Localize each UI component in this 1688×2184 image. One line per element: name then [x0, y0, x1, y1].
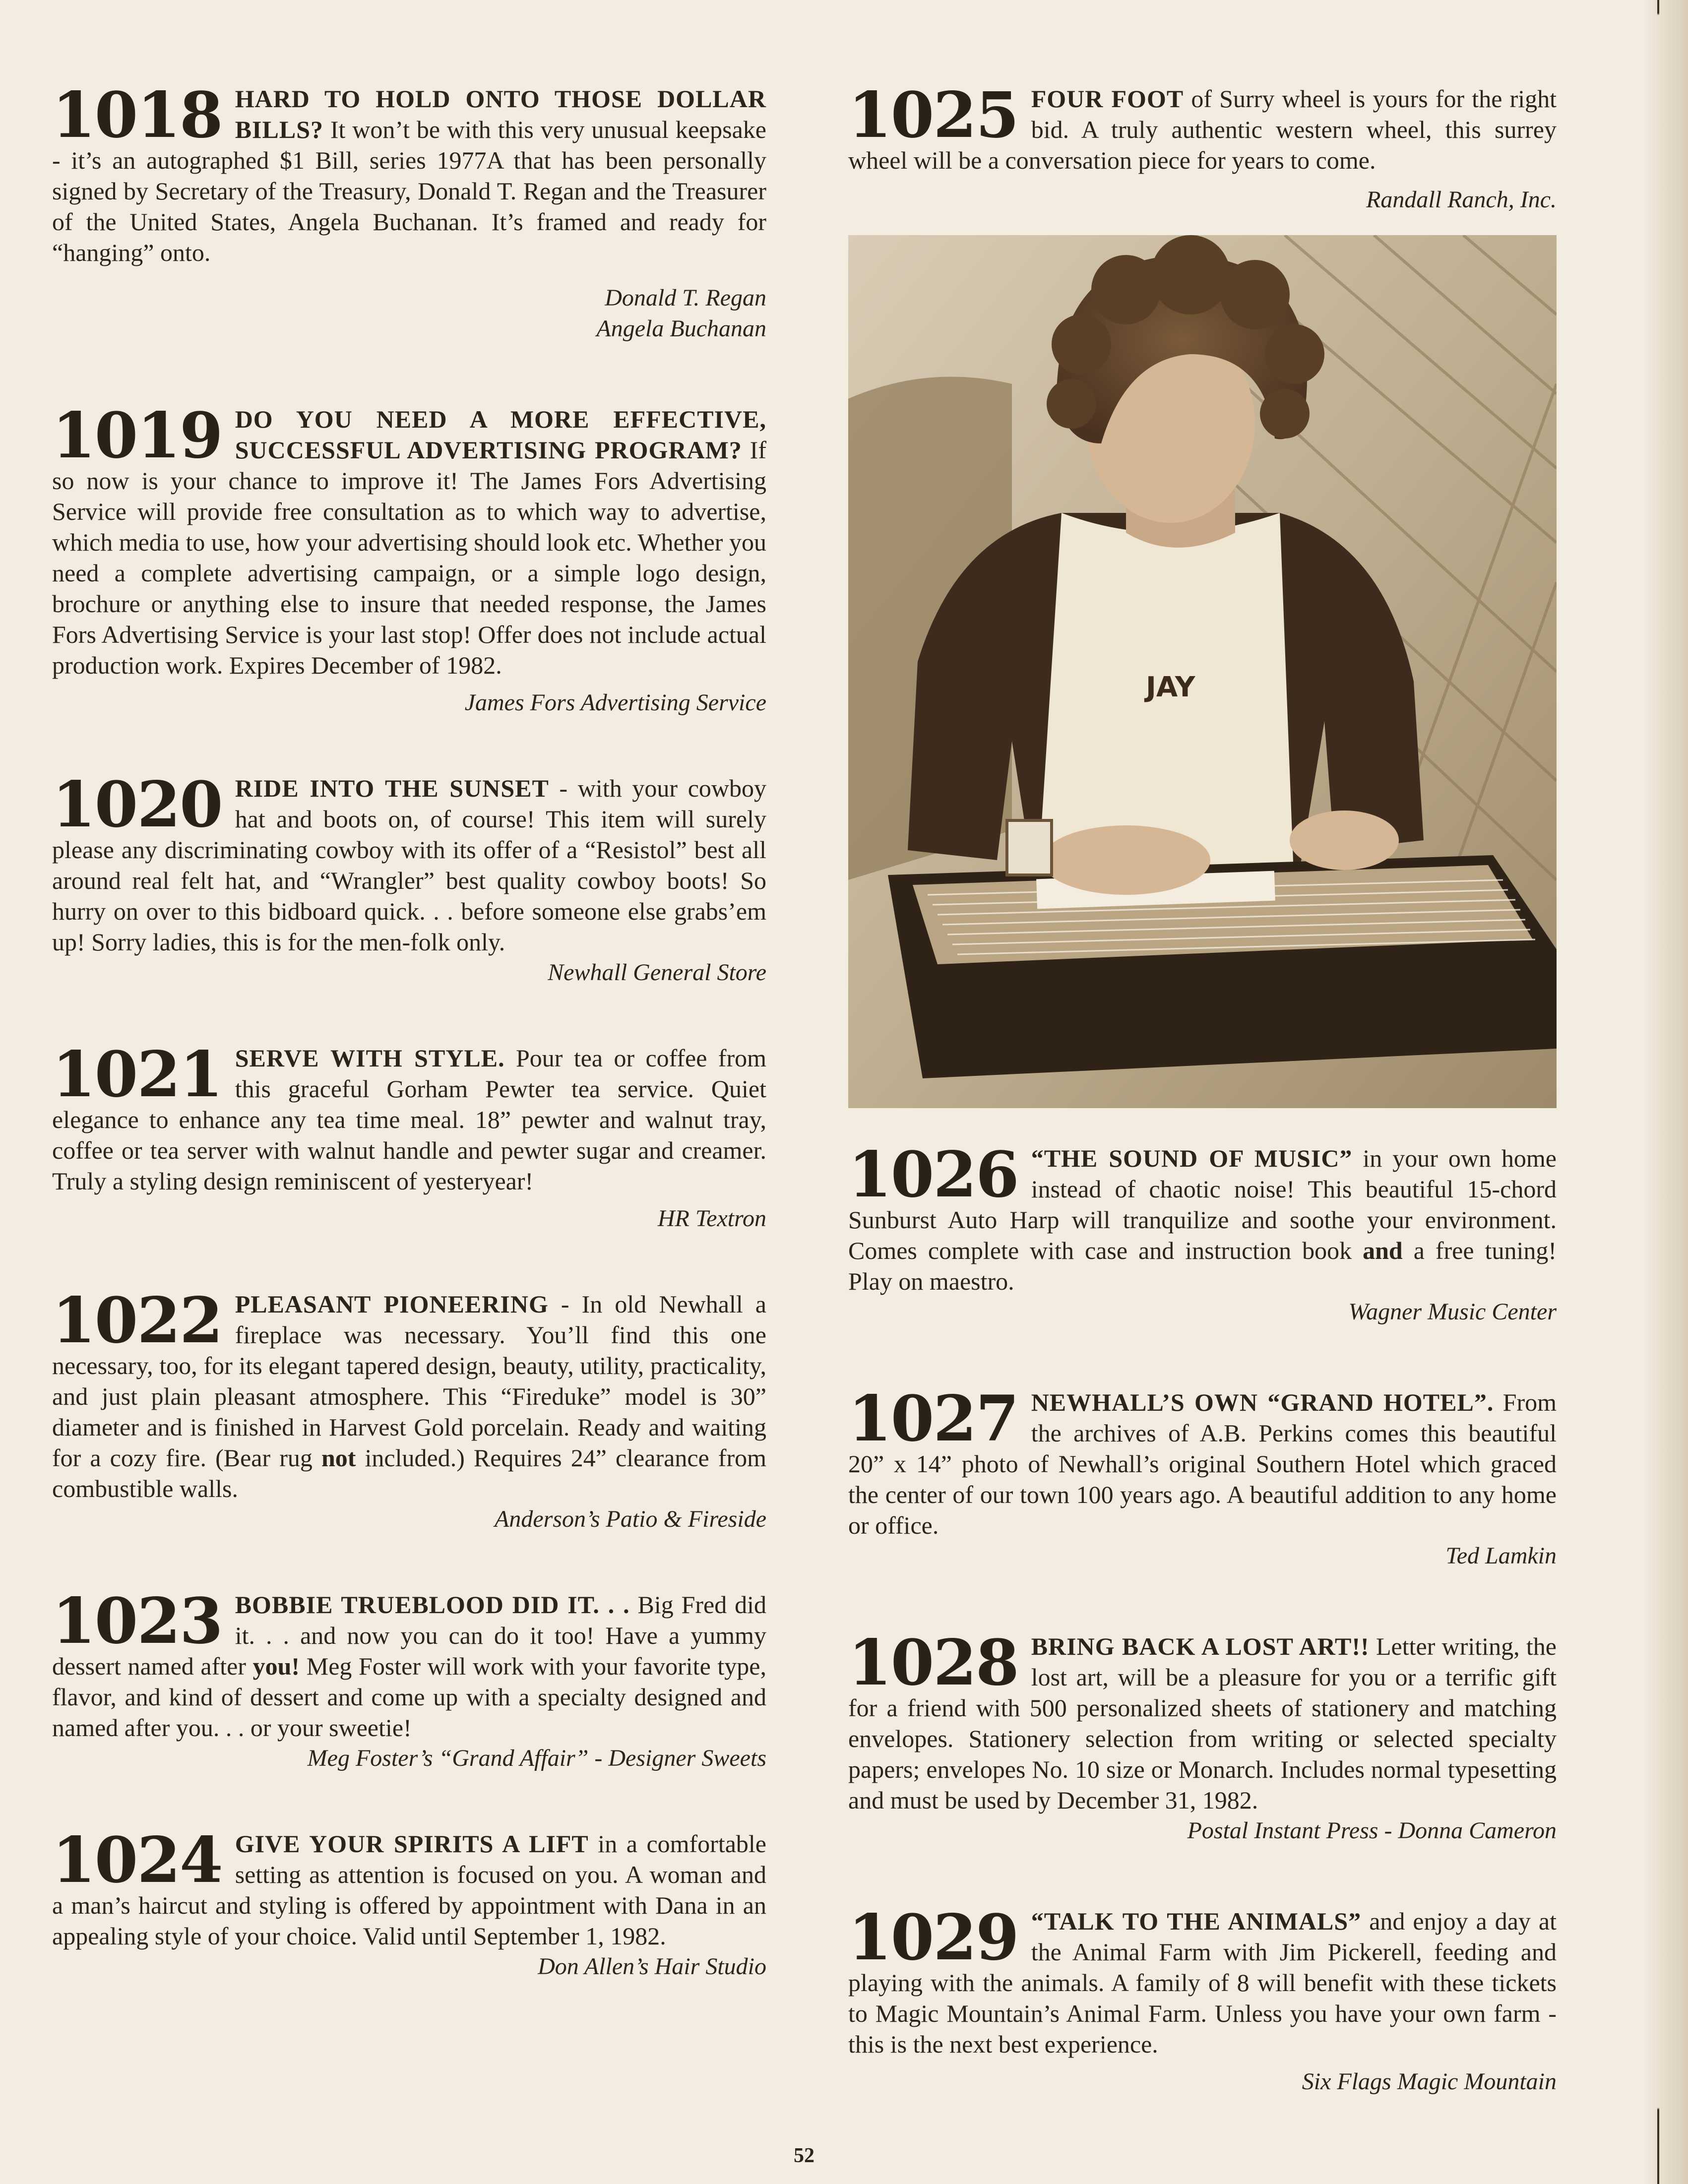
item-text-bold: not [321, 1444, 356, 1472]
item-donor [848, 2066, 1557, 2097]
right-column [848, 78, 1557, 2097]
donor-name: Meg Foster’s “Grand Affair” - Designer Sweets [307, 1745, 766, 1771]
left-column [52, 78, 766, 1982]
catalog-item-1025 [848, 78, 1557, 215]
item-number: 1027 [848, 1382, 1018, 1455]
item-description [848, 1901, 1557, 2059]
item-donor [52, 1951, 766, 1982]
item-number: 1025 [848, 78, 1018, 152]
donor-name: Angela Buchanan [596, 315, 766, 342]
item-number: 1018 [52, 78, 222, 152]
item-title: “TALK TO THE ANIMALS” [1031, 1907, 1362, 1935]
item-number: 1022 [52, 1284, 222, 1357]
catalog-item-1026 [848, 1138, 1557, 1327]
donor-name: Wagner Music Center [1348, 1299, 1557, 1325]
item-description [848, 1626, 1557, 1815]
item-text: - with your cowboy hat and boots on, of course! This item will surely please any discriminating cowboy with its offer of a “Resistol” best all around real felt hat, and “Wrangler” best quality cowboy boots! So hurry on over to this bidboard quick. . . before someone else grabs’em up! Sorry ladies, this is for the men-folk only. [52, 774, 766, 956]
item-description [52, 1584, 766, 1743]
item-title: RIDE INTO THE SUNSET [235, 774, 549, 802]
item-text: included.) Requires 24” clearance from combustible walls. [52, 1444, 766, 1502]
item-text: Letter writing, the lost art, will be a pleasure for you or a terrific gift for a friend with 500 personalized sheets of stationery and matching envelopes. Stationery selection from writing or selected specialty papers; envelopes No. 10 size or Monarch. Includes normal typesetting and must be used by December 31, 1982. [848, 1632, 1557, 1814]
donor-name: HR Textron [657, 1205, 766, 1232]
catalog-item-1023 [52, 1584, 766, 1774]
donor-name: Newhall General Store [548, 959, 766, 986]
item-description [52, 1038, 766, 1196]
item-description [848, 1382, 1557, 1541]
catalog-item-1021 [52, 1038, 766, 1234]
item-donor [52, 1203, 766, 1234]
item-number: 1028 [848, 1626, 1018, 1699]
item-text: Meg Foster will work with your favorite type, flavor, and kind of dessert and come up with a specialty designed and named after you. . . or your sweetie! [52, 1652, 766, 1742]
item-text: From the archives of A.B. Perkins comes this beautiful 20” x 14” photo of Newhall’s original Southern Hotel which graced the center of our town 100 years ago. A beautiful addition to any home or office. [848, 1388, 1557, 1539]
item-text: in your own home instead of chaotic noise! This beautiful 15-chord Sunburst Auto Harp will tranquilize and soothe your environment. Comes complete with case and instruction book [848, 1144, 1557, 1264]
page-spine [1643, 0, 1688, 2184]
catalog-item-1022 [52, 1284, 766, 1535]
donor-name: James Fors Advertising Service [464, 689, 766, 716]
item-description [52, 768, 766, 957]
donor-name: Don Allen’s Hair Studio [538, 1953, 766, 1980]
donor-name: Donald T. Regan [605, 285, 766, 311]
item-text: Pour tea or coffee from this graceful Gorham Pewter tea service. Quiet elegance to enhance any tea time meal. 18” pewter and walnut tray, coffee or tea server with walnut handle and pewter sugar and creamer. Truly a styling design reminiscent of yesteryear! [52, 1044, 766, 1195]
item-number: 1024 [52, 1823, 222, 1897]
item-donor [848, 185, 1557, 215]
item-title: DO YOU NEED A MORE EFFECTIVE, SUCCESSFUL ADVERTISING PROGRAM? [235, 405, 766, 464]
item-number: 1023 [52, 1584, 222, 1658]
catalog-item-1019 [52, 399, 766, 718]
item-title: FOUR FOOT [1031, 85, 1184, 113]
item-number: 1019 [52, 399, 222, 472]
item-title: BRING BACK A LOST ART!! [1031, 1632, 1370, 1660]
item-description [848, 1138, 1557, 1297]
item-number: 1020 [52, 768, 222, 841]
donor-name: Six Flags Magic Mountain [1302, 2068, 1557, 2095]
catalog-item-1027 [848, 1382, 1557, 1571]
item-donor [848, 1541, 1557, 1571]
item-donor [52, 1743, 766, 1774]
item-donor [848, 1297, 1557, 1327]
page-number: 52 [794, 2144, 814, 2167]
item-text: of Surry wheel is yours for the right bid. A truly authentic western wheel, this surrey wheel will be a conversation piece for years to come. [848, 85, 1557, 174]
item-text: Big Fred did it. . . and now you can do it too! Have a yummy dessert named after [52, 1591, 766, 1680]
item-title: NEWHALL’S OWN “GRAND HOTEL”. [1031, 1388, 1494, 1416]
item-text: It won’t be with this very unusual keepsake - it’s an autographed $1 Bill, series 1977A that has been personally signed by Secretary of the Treasury, Donald T. Regan and the Treasurer of the United States, Angela Buchanan. It’s framed and ready for “hanging” onto. [52, 116, 766, 266]
item-text: a free tuning! Play on maestro. [848, 1237, 1557, 1295]
item-text-bold: and [1363, 1237, 1403, 1264]
item-donor [52, 1504, 766, 1535]
item-text: in a comfortable setting as attention is focused on you. A woman and a man’s haircut and styling is offered by appointment with Dana in an appealing style of your choice. Valid until September 1, 1982. [52, 1830, 766, 1950]
item-title: HARD TO HOLD ONTO THOSE DOLLAR BILLS? [235, 85, 766, 143]
item-title: PLEASANT PIONEERING [235, 1290, 549, 1318]
item-description [52, 399, 766, 681]
item-title: BOBBIE TRUEBLOOD DID IT. . . [235, 1591, 630, 1619]
catalog-item-1024 [52, 1823, 766, 1982]
catalog-item-1029 [848, 1901, 1557, 2097]
item-title: “THE SOUND OF MUSIC” [1031, 1144, 1353, 1172]
binding-edge [1657, 0, 1659, 2184]
item-donor [52, 687, 766, 718]
item-text: - In old Newhall a fireplace was necessary. You’ll find this one necessary, too, for its elegant tapered design, beauty, utility, practicality, and just plain pleasant atmosphere. This “Fireduke” model is 30” diameter and is finished in Harvest Gold porcelain. Ready and waiting for a cozy fire. (Bear rug [52, 1290, 766, 1472]
donor-name: Ted Lamkin [1445, 1543, 1557, 1569]
item-donor [52, 283, 766, 344]
item-donor [848, 1815, 1557, 1846]
item-number: 1021 [52, 1038, 222, 1111]
shirt-text: JAY [1146, 671, 1195, 703]
item-number: 1026 [848, 1138, 1018, 1211]
item-description [52, 1284, 766, 1504]
item-title: SERVE WITH STYLE. [235, 1044, 505, 1072]
catalog-item-1020 [52, 768, 766, 988]
item-donor [52, 957, 766, 988]
item-title: GIVE YOUR SPIRITS A LIFT [235, 1830, 589, 1858]
item-text-bold: you! [252, 1652, 300, 1680]
catalog-item-1028 [848, 1626, 1557, 1846]
item-description [848, 78, 1557, 176]
autoharp-player-photo [848, 235, 1557, 1108]
item-text: and enjoy a day at the Animal Farm with Jim Pickerell, feeding and playing with the animals. A family of 8 will benefit with these tickets to Magic Mountain’s Animal Farm. Unless you have your own farm - this is the next best experience. [848, 1907, 1557, 2058]
item-text: If so now is your chance to improve it! The James Fors Advertising Service will provide free consultation as to which way to advertise, which media to use, how your advertising should look etc. Whether you need a complete advertising campaign, or a simple logo design, brochure or anything else to insure that needed response, the James Fors Advertising Service is your last stop! Offer does not include actual production work. Expires December of 1982. [52, 436, 766, 679]
donor-name: Anderson’s Patio & Fireside [495, 1506, 766, 1532]
item-description [52, 78, 766, 268]
item-description [52, 1823, 766, 1951]
photo-illustration [848, 235, 1557, 1108]
donor-name: Randall Ranch, Inc. [1366, 187, 1557, 213]
catalog-item-1018 [52, 78, 766, 344]
item-number: 1029 [848, 1901, 1018, 1974]
donor-name: Postal Instant Press - Donna Cameron [1187, 1817, 1557, 1844]
